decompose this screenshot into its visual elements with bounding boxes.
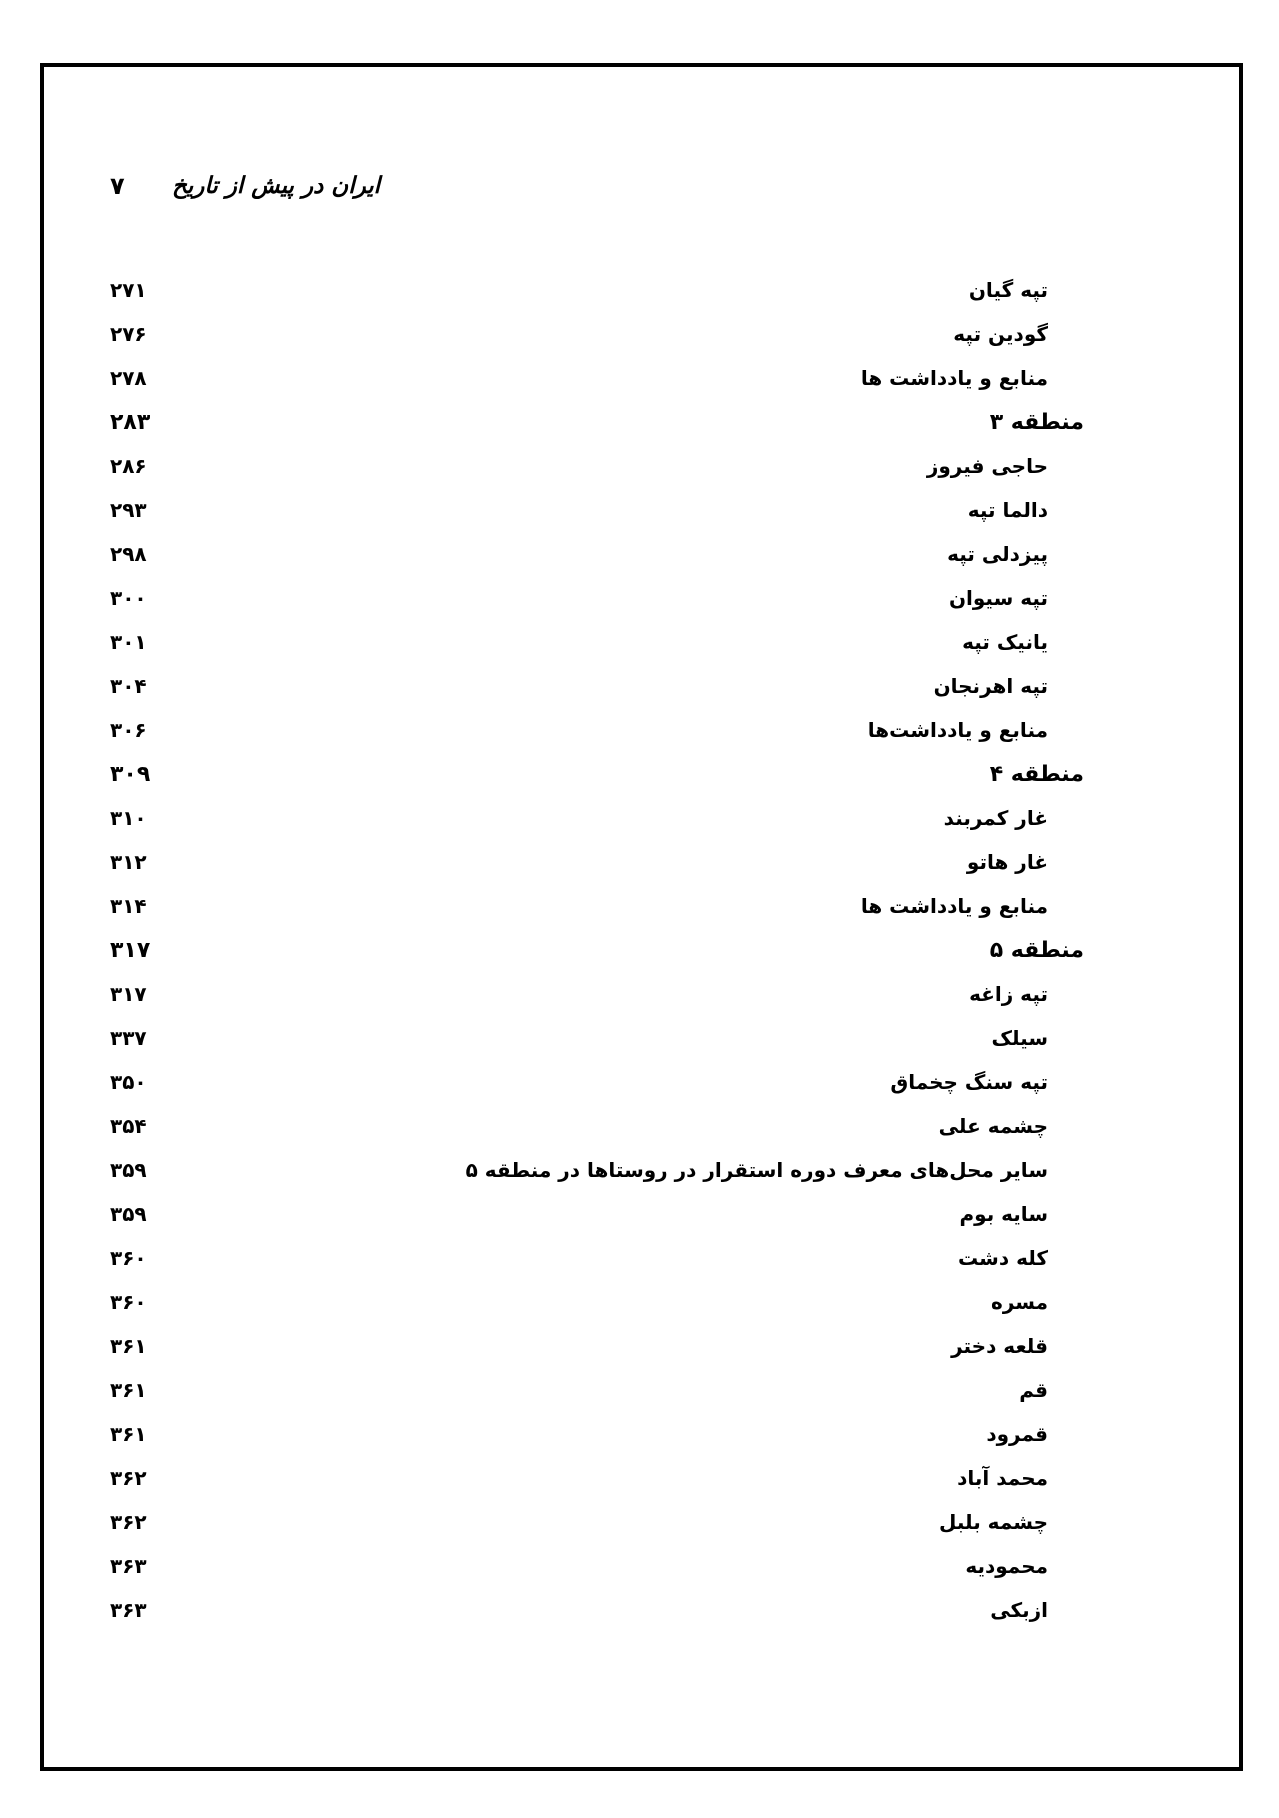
- toc-entry-title: تپه گیان: [968, 278, 1048, 302]
- toc-entry-title: چشمه علی: [938, 1114, 1048, 1138]
- toc-entry-page: ۳۰۴: [110, 674, 147, 698]
- toc-entry-page: ۳۶۲: [110, 1466, 147, 1490]
- toc-entry-page: ۳۶۱: [110, 1334, 147, 1358]
- toc-entry-page: ۲۷۸: [110, 366, 147, 390]
- toc-entry-page: ۳۰۱: [110, 630, 147, 654]
- toc-entry-page: ۳۶۳: [110, 1598, 147, 1622]
- toc-entry-title: سیلک: [991, 1026, 1048, 1050]
- toc-entry-row: [0, 1548, 1279, 1592]
- toc-entry-row: [0, 976, 1279, 1020]
- toc-entry-page: ۳۰۰: [110, 586, 147, 610]
- toc-entry-page: ۲۹۸: [110, 542, 147, 566]
- toc-entry-row: [0, 1504, 1279, 1548]
- table-of-contents: [0, 272, 1279, 1636]
- toc-entry-title: چشمه بلبل: [939, 1510, 1048, 1534]
- toc-entry-row: [0, 536, 1279, 580]
- toc-entry-row: [0, 1372, 1279, 1416]
- toc-entry-title: قم: [1019, 1378, 1048, 1402]
- toc-entry-title: تپه سنگ چخماق: [890, 1070, 1048, 1094]
- toc-entry-page: ۳۶۲: [110, 1510, 147, 1534]
- toc-entry-title: مسره: [991, 1290, 1048, 1314]
- toc-entry-title: ازبکی: [990, 1598, 1048, 1622]
- toc-entry-row: [0, 668, 1279, 712]
- toc-entry-row: [0, 492, 1279, 536]
- toc-entry-title: منابع و یادداشت‌ها: [867, 718, 1048, 742]
- toc-entry-title: محمودیه: [965, 1554, 1048, 1578]
- toc-entry-row: [0, 316, 1279, 360]
- toc-section-row: [0, 404, 1279, 448]
- toc-entry-title: سایر محل‌های معرف دوره استقرار در روستاها در منطقه ۵: [465, 1158, 1048, 1182]
- toc-section-row: [0, 932, 1279, 976]
- toc-entry-title: منطقه ۴: [989, 762, 1084, 787]
- toc-entry-row: [0, 1460, 1279, 1504]
- toc-entry-page: ۲۸۶: [110, 454, 147, 478]
- toc-entry-page: ۳۶۱: [110, 1378, 147, 1402]
- toc-entry-page: ۳۵۴: [110, 1114, 147, 1138]
- toc-entry-page: ۳۱۲: [110, 850, 147, 874]
- toc-entry-title: غار هاتو: [966, 850, 1048, 874]
- toc-entry-page: ۳۶۳: [110, 1554, 147, 1578]
- toc-entry-title: دالما تپه: [967, 498, 1048, 522]
- toc-entry-page: ۳۱۷: [110, 982, 147, 1006]
- toc-entry-title: منطقه ۳: [989, 410, 1084, 435]
- toc-entry-title: منابع و یادداشت ها: [860, 894, 1048, 918]
- toc-entry-title: محمد آباد: [957, 1466, 1048, 1490]
- toc-entry-title: منابع و یادداشت ها: [860, 366, 1048, 390]
- toc-entry-row: [0, 844, 1279, 888]
- toc-entry-row: [0, 1064, 1279, 1108]
- toc-entry-row: [0, 1196, 1279, 1240]
- toc-section-row: [0, 756, 1279, 800]
- toc-entry-page: ۳۵۹: [110, 1202, 147, 1226]
- toc-entry-row: [0, 1328, 1279, 1372]
- toc-entry-page: ۲۷۶: [110, 322, 147, 346]
- toc-entry-title: قمرود: [986, 1422, 1048, 1446]
- toc-entry-row: [0, 1592, 1279, 1636]
- toc-entry-page: ۳۰۹: [110, 762, 151, 787]
- toc-entry-title: کله دشت: [958, 1246, 1048, 1270]
- toc-entry-row: [0, 1240, 1279, 1284]
- toc-entry-page: ۳۳۷: [110, 1026, 147, 1050]
- toc-entry-row: [0, 1108, 1279, 1152]
- toc-entry-title: قلعه دختر: [951, 1334, 1048, 1358]
- toc-entry-page: ۲۷۱: [110, 278, 147, 302]
- toc-entry-row: [0, 1152, 1279, 1196]
- running-header: [110, 168, 380, 204]
- toc-entry-title: حاجی فیروز: [926, 454, 1048, 478]
- toc-entry-title: غار کمربند: [943, 806, 1048, 830]
- page-number: ۷: [110, 172, 125, 200]
- toc-entry-page: ۲۹۳: [110, 498, 147, 522]
- toc-entry-page: ۳۵۹: [110, 1158, 147, 1182]
- toc-entry-title: تپه سیوان: [948, 586, 1048, 610]
- toc-entry-page: ۳۶۱: [110, 1422, 147, 1446]
- toc-entry-row: [0, 1020, 1279, 1064]
- toc-entry-row: [0, 580, 1279, 624]
- toc-entry-title: تپه زاغه: [969, 982, 1048, 1006]
- toc-entry-page: ۳۱۴: [110, 894, 147, 918]
- toc-entry-title: یانیک تپه: [962, 630, 1048, 654]
- toc-entry-title: سایه بوم: [959, 1202, 1048, 1226]
- toc-entry-page: ۳۶۰: [110, 1290, 147, 1314]
- toc-entry-row: [0, 888, 1279, 932]
- toc-entry-title: پیزدلی تپه: [947, 542, 1048, 566]
- toc-entry-page: ۳۱۰: [110, 806, 147, 830]
- toc-entry-page: ۳۰۶: [110, 718, 147, 742]
- toc-entry-row: [0, 624, 1279, 668]
- toc-entry-row: [0, 712, 1279, 756]
- toc-entry-row: [0, 272, 1279, 316]
- toc-entry-row: [0, 360, 1279, 404]
- toc-entry-row: [0, 448, 1279, 492]
- toc-entry-page: ۲۸۳: [110, 410, 151, 435]
- toc-entry-page: ۳۱۷: [110, 938, 151, 963]
- toc-entry-title: تپه اهرنجان: [933, 674, 1048, 698]
- toc-entry-row: [0, 1284, 1279, 1328]
- toc-entry-title: منطقه ۵: [989, 938, 1084, 963]
- toc-entry-row: [0, 800, 1279, 844]
- toc-entry-page: ۳۵۰: [110, 1070, 147, 1094]
- toc-entry-row: [0, 1416, 1279, 1460]
- toc-entry-title: گودین تپه: [953, 322, 1048, 346]
- book-title: ایران در پیش از تاریخ: [172, 173, 381, 199]
- toc-entry-page: ۳۶۰: [110, 1246, 147, 1270]
